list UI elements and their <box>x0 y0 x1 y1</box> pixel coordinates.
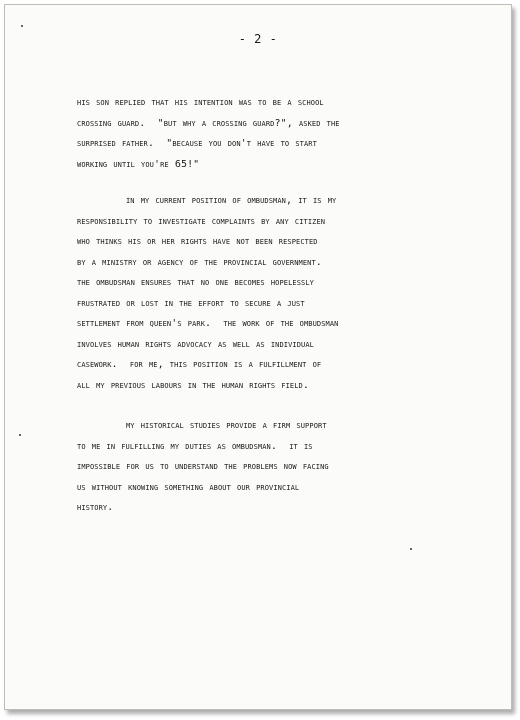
text-line: crossing guard. "but why a crossing guard?", asked the <box>77 117 340 129</box>
ink-speck <box>19 434 21 436</box>
text-line: us without knowing something about our provincial <box>77 481 300 493</box>
text-line: in my current position of ombudsman, it is my <box>77 195 337 206</box>
ink-speck <box>21 25 23 27</box>
text-line: all my previous labours in the human rights field. <box>77 379 309 391</box>
text-line: history. <box>77 502 114 513</box>
text-line: surprised father. "because you don't have to start <box>77 138 317 149</box>
ink-speck <box>410 548 412 550</box>
text-line: his son replied that his intention was to be a school <box>77 97 324 108</box>
text-line: frustrated or lost in the effort to secure a just <box>77 297 305 309</box>
text-line: impossible for us to understand the problems now facing <box>77 461 329 472</box>
text-line: to me in fulfilling my duties as ombudsman. it is <box>77 440 313 452</box>
paper-sheet <box>4 4 512 710</box>
paragraph-3 <box>77 416 329 519</box>
page-number: - 2 - <box>238 32 278 46</box>
text-line: my historical studies provide a firm support <box>77 420 327 431</box>
text-line: settlement from queen's park. the work of the ombudsman <box>77 318 339 329</box>
text-line: responsibility to investigate complaints by any citizen <box>77 215 326 227</box>
text-line: the ombudsman ensures that no one becomes hopelessly <box>77 277 314 288</box>
text-line: involves human rights advocacy as well as individual <box>77 338 314 350</box>
text-line: casework. for me, this position is a fulfillment of <box>77 359 322 370</box>
paragraph-2 <box>77 191 338 396</box>
text-line: who thinks his or her rights have not been respected <box>77 236 318 247</box>
text-line: by a ministry or agency of the provincial government. <box>77 256 322 268</box>
paragraph-1 <box>77 93 340 175</box>
text-line: working until you're 65!" <box>77 158 200 170</box>
